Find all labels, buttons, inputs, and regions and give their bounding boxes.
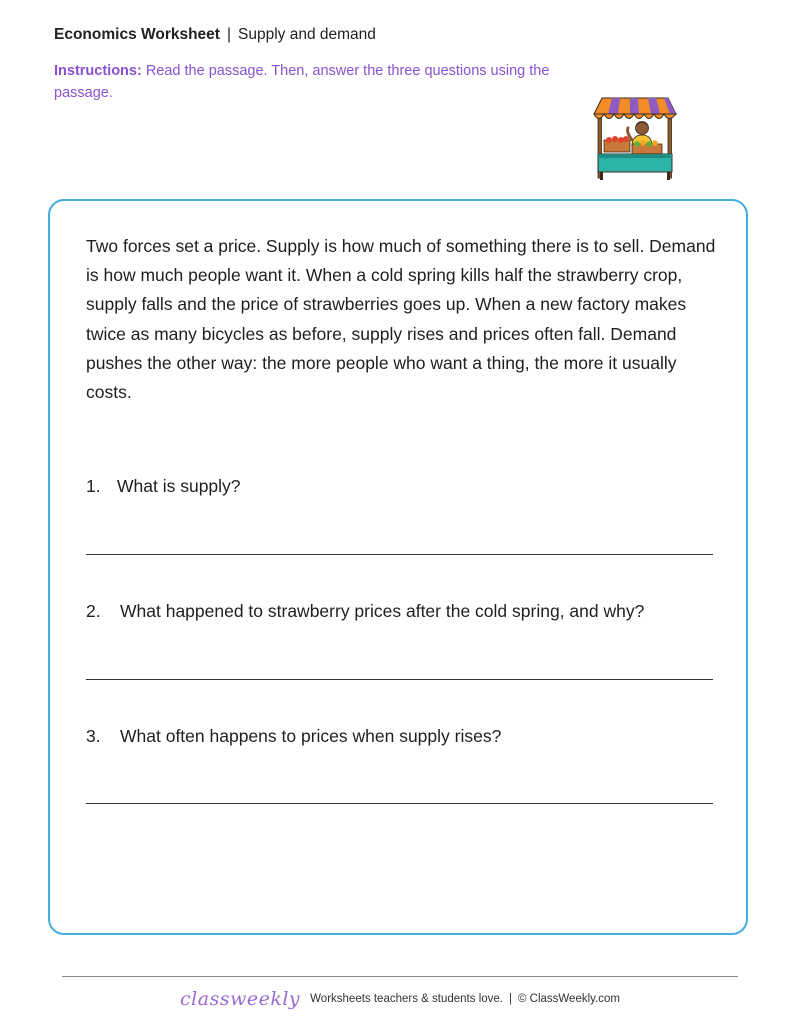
classweekly-logo: classweekly <box>180 988 301 1010</box>
question-2 <box>86 601 644 622</box>
reading-passage: Two forces set a price. Supply is how much of something there is to sell. Demand is how much people want it. When a cold spring kills half the strawberry crop, supply falls and the price of strawberries goes up. When a new factory makes twice as many bicycles as before, supply rises and prices often fall. Demand pushes the other way: the more people who want a thing, the more it usually costs. <box>86 236 716 403</box>
footer-separator: | <box>508 993 512 1005</box>
question-1 <box>86 476 241 497</box>
worksheet-topic: Supply and demand <box>238 26 376 43</box>
footer-copyright: © ClassWeekly.com <box>517 993 620 1005</box>
question-1-text: What is supply? <box>117 476 241 496</box>
footer <box>0 988 800 1010</box>
answer-line-3[interactable] <box>86 803 713 804</box>
answer-line-2[interactable] <box>86 679 713 680</box>
question-3-number: 3. <box>86 726 101 746</box>
instructions-text: Read the passage. Then, answer the three questions using the passage. <box>54 63 550 101</box>
footer-tagline: Worksheets teachers & students love. <box>310 993 503 1005</box>
question-2-text: What happened to strawberry prices after the cold spring, and why? <box>120 601 645 621</box>
question-3-text: What often happens to prices when supply rises? <box>120 726 502 746</box>
worksheet-header <box>54 26 376 44</box>
answer-line-1[interactable] <box>86 554 713 555</box>
worksheet-subject: Economics Worksheet <box>54 26 220 43</box>
instructions-label: Instructions: <box>54 63 142 79</box>
market-stall-vendor-icon <box>590 96 680 182</box>
question-1-number: 1. <box>86 476 101 496</box>
header-separator: | <box>226 26 231 43</box>
footer-divider <box>62 976 738 977</box>
question-3 <box>86 726 501 747</box>
question-2-number: 2. <box>86 601 101 621</box>
instructions <box>54 60 574 104</box>
